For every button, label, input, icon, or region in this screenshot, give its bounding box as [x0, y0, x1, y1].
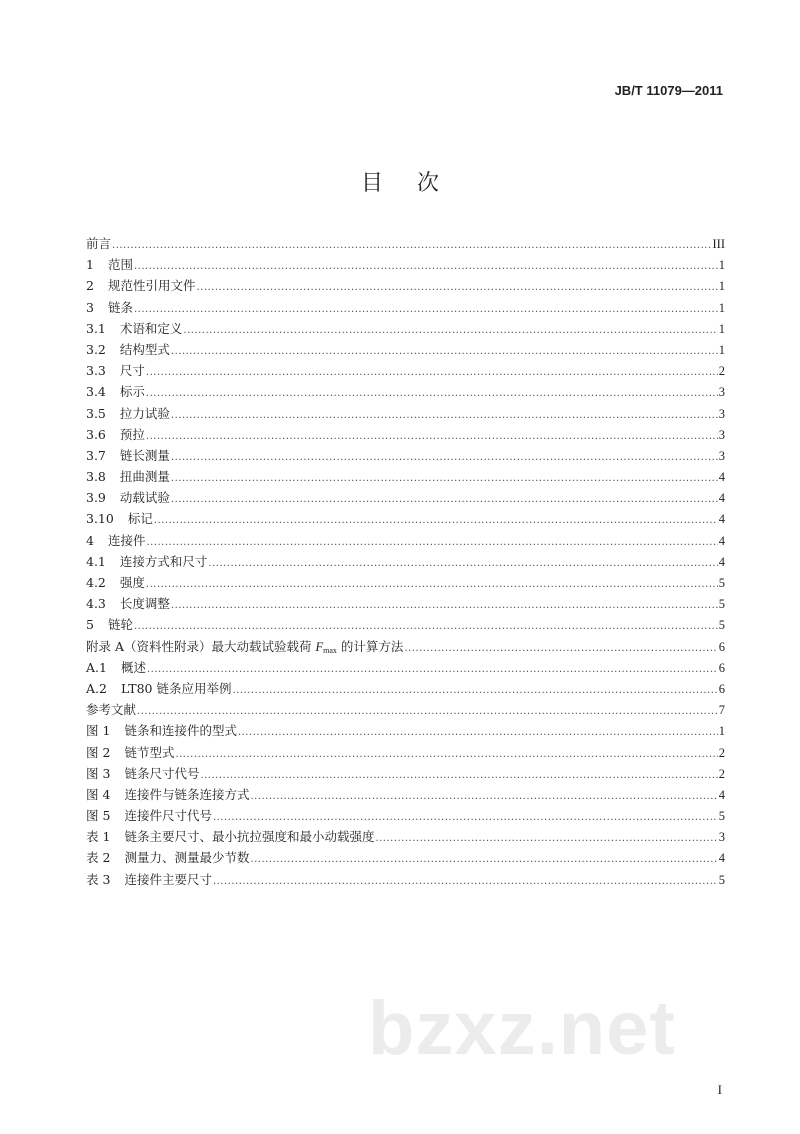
toc-entry-number: 3.8 — [86, 469, 106, 485]
toc-entry[interactable] — [86, 826, 725, 847]
toc-entry[interactable] — [86, 318, 725, 339]
toc-entry-page: 3 — [718, 830, 725, 845]
toc-entry-label — [86, 508, 153, 529]
toc-entry-text: 结构型式 — [119, 341, 170, 357]
toc-entry-number: 3.3 — [86, 363, 106, 379]
toc-entry-text: 链条尺寸代号 — [124, 765, 200, 781]
toc-entry[interactable] — [86, 678, 725, 699]
toc-entry-label — [86, 360, 145, 381]
toc-entry-number: 图 3 — [86, 765, 111, 781]
toc-entry[interactable] — [86, 699, 725, 720]
toc-entry-text: 术语和定义 — [119, 320, 183, 336]
toc-entry-number: 图 1 — [86, 723, 111, 739]
toc-entry-page: 4 — [718, 512, 725, 527]
leader-dots — [196, 277, 717, 298]
toc-entry-text: 连接件 — [107, 532, 146, 548]
toc-entry-number: 3.7 — [86, 447, 106, 463]
toc-entry-number: 图 4 — [86, 786, 111, 802]
leader-dots — [146, 383, 718, 404]
toc-entry-number: 表 3 — [86, 871, 111, 887]
toc-entry-text: 概述 — [120, 659, 146, 675]
toc-entry-page: 4 — [718, 491, 725, 506]
toc-entry-annex-a[interactable] — [86, 636, 725, 657]
toc-entry-text: 规范性引用文件 — [107, 278, 196, 294]
leader-dots — [134, 616, 718, 637]
toc-entry[interactable] — [86, 297, 725, 318]
leader-dots — [208, 553, 717, 574]
toc-entry-label — [86, 699, 136, 720]
toc-entry[interactable] — [86, 869, 725, 890]
leader-dots — [146, 532, 717, 553]
table-of-contents — [86, 233, 725, 890]
leader-dots — [238, 722, 718, 743]
leader-dots — [147, 659, 718, 680]
standard-number: JB/T 11079—2011 — [614, 83, 723, 98]
toc-entry-page: 4 — [718, 787, 725, 802]
toc-entry[interactable] — [86, 530, 725, 551]
toc-entry-number: 3.6 — [86, 426, 106, 442]
symbol-subscript: max — [323, 645, 337, 655]
toc-entry[interactable] — [86, 657, 725, 678]
leader-dots — [171, 489, 718, 510]
toc-entry-page: 3 — [718, 406, 725, 421]
leader-dots — [146, 426, 718, 447]
toc-entry[interactable] — [86, 424, 725, 445]
toc-entry-page: 2 — [718, 364, 725, 379]
leader-dots — [154, 510, 718, 531]
page-title: 目次 — [360, 171, 473, 196]
toc-entry[interactable] — [86, 805, 725, 826]
toc-entry-number: 3.9 — [86, 490, 106, 506]
toc-entry-number: 3 — [86, 299, 94, 315]
leader-dots — [171, 341, 718, 362]
toc-entry-label — [86, 805, 212, 826]
annex-suffix: 的计算方法 — [336, 638, 404, 654]
toc-entry-label — [86, 657, 146, 678]
toc-entry-text: 链节型式 — [124, 744, 175, 760]
toc-entry-page: 1 — [718, 279, 725, 294]
toc-entry-number: 5 — [86, 617, 94, 633]
toc-entry-page: 5 — [718, 576, 725, 590]
leader-dots — [183, 320, 717, 341]
toc-entry-label — [86, 275, 195, 296]
toc-entry-page: 6 — [718, 681, 725, 696]
toc-entry-number: 图 5 — [86, 808, 111, 824]
toc-entry-text: 标记 — [127, 511, 153, 527]
toc-entry-label — [86, 318, 182, 339]
leader-dots — [134, 256, 718, 277]
toc-entry-page: 1 — [718, 300, 725, 315]
toc-entry-label — [86, 847, 249, 868]
toc-entry-number: 表 1 — [86, 829, 111, 845]
toc-entry-page: 4 — [718, 470, 725, 485]
leader-dots — [404, 638, 717, 659]
toc-entry[interactable] — [86, 233, 725, 254]
toc-entry-page: 5 — [718, 809, 725, 824]
leader-dots — [200, 765, 717, 786]
toc-entry-label — [86, 826, 374, 847]
toc-entry-label — [86, 339, 170, 360]
toc-entry-label — [86, 572, 145, 593]
toc-entry-text: 链长测量 — [119, 447, 170, 463]
toc-entry-label — [86, 614, 133, 635]
toc-entry[interactable] — [86, 742, 725, 763]
toc-entry-page: 3 — [718, 448, 725, 463]
toc-entry-page: 1 — [718, 342, 725, 357]
leader-dots — [137, 701, 718, 722]
toc-entry[interactable] — [86, 339, 725, 360]
toc-entry[interactable] — [86, 403, 725, 424]
toc-entry-page: 6 — [718, 639, 725, 654]
toc-entry-text: 连接件主要尺寸 — [124, 871, 212, 887]
toc-entry-text: 链条主要尺寸、最小抗拉强度和最小动载强度 — [124, 829, 375, 845]
toc-entry[interactable] — [86, 614, 725, 635]
toc-entry-text: 链轮 — [107, 617, 133, 633]
toc-entry-number: 表 2 — [86, 850, 111, 866]
toc-entry-number: 1 — [86, 257, 94, 273]
toc-entry-text: 预拉 — [119, 426, 145, 442]
leader-dots — [112, 235, 711, 256]
leader-dots — [171, 405, 718, 426]
toc-entry[interactable] — [86, 466, 725, 487]
toc-entry-label — [86, 551, 207, 572]
toc-entry-text: 范围 — [107, 257, 133, 273]
toc-entry[interactable] — [86, 847, 725, 868]
toc-entry-text: 拉力试验 — [119, 405, 170, 421]
toc-entry[interactable] — [86, 254, 725, 275]
toc-entry-text: 连接件与链条连接方式 — [124, 786, 250, 802]
toc-entry-page: 1 — [718, 258, 725, 273]
toc-entry-label — [86, 784, 249, 805]
toc-entry-page: 2 — [718, 745, 725, 760]
toc-entry-page: 3 — [718, 385, 725, 400]
leader-dots — [146, 362, 718, 383]
leader-dots — [146, 574, 718, 595]
toc-entry-text: 链条 — [107, 299, 133, 315]
toc-entry-page: 2 — [718, 766, 725, 781]
toc-entry-label — [86, 403, 170, 424]
toc-entry-number: 图 2 — [86, 744, 111, 760]
leader-dots — [250, 849, 717, 870]
toc-entry-label — [86, 869, 212, 890]
page-number: I — [717, 1082, 722, 1097]
toc-entry-text: 强度 — [119, 575, 145, 590]
toc-entry-text: 参考文献 — [86, 702, 137, 718]
toc-entry-label — [86, 254, 133, 275]
toc-entry-page: 5 — [718, 618, 725, 633]
toc-entry[interactable] — [86, 487, 725, 508]
toc-entry[interactable] — [86, 572, 725, 593]
toc-entry-label — [86, 763, 199, 784]
toc-entry-label — [86, 297, 133, 318]
toc-entry-number: 4 — [86, 532, 94, 548]
toc-entry-label — [86, 530, 145, 551]
toc-entry-number: 3.5 — [86, 405, 106, 421]
toc-entry-text: 动载试验 — [119, 490, 170, 506]
toc-entry-number: 3.10 — [86, 511, 114, 527]
toc-entry-page: 4 — [718, 554, 725, 569]
leader-dots — [171, 595, 718, 616]
toc-entry-page: 4 — [718, 851, 725, 866]
toc-entry-label — [86, 678, 231, 699]
toc-entry-page: 4 — [718, 533, 725, 548]
toc-entry-text: 扭曲测量 — [119, 469, 170, 485]
toc-entry-page: 5 — [718, 872, 725, 887]
toc-entry-number: A.1 — [86, 659, 107, 675]
toc-entry-label — [86, 742, 174, 763]
toc-entry[interactable] — [86, 360, 725, 381]
leader-dots — [134, 299, 718, 320]
toc-entry-text: LT80 链条应用举例 — [120, 680, 232, 696]
toc-entry-page: 1 — [718, 321, 725, 336]
toc-entry-text: 长度调整 — [119, 596, 170, 612]
toc-entry[interactable] — [86, 784, 725, 805]
toc-entry-label — [86, 445, 170, 466]
symbol-f: F — [315, 639, 324, 654]
toc-entry[interactable] — [86, 720, 725, 741]
leader-dots — [375, 828, 717, 849]
toc-entry-label — [86, 593, 170, 614]
toc-entry-label — [86, 720, 237, 741]
toc-entry-page: 1 — [718, 724, 725, 739]
leader-dots — [175, 744, 717, 765]
leader-dots — [171, 468, 718, 489]
toc-entry-text: 前言 — [86, 236, 112, 251]
leader-dots — [232, 680, 717, 701]
toc-entry[interactable] — [86, 508, 725, 529]
toc-entry-page: 7 — [718, 703, 725, 718]
toc-entry-page: 6 — [718, 660, 725, 675]
toc-entry[interactable] — [86, 593, 725, 614]
toc-entry[interactable] — [86, 763, 725, 784]
toc-entry-label — [86, 424, 145, 445]
toc-entry-number: 4.1 — [86, 553, 106, 569]
toc-entry[interactable] — [86, 381, 725, 402]
toc-entry-label — [86, 381, 145, 402]
toc-entry-text: 链条和连接件的型式 — [124, 723, 237, 739]
watermark: bzxz.net — [368, 986, 676, 1071]
leader-dots — [213, 807, 718, 828]
toc-entry[interactable] — [86, 445, 725, 466]
toc-entry-page: III — [712, 237, 725, 251]
toc-entry[interactable] — [86, 551, 725, 572]
toc-entry-page: 5 — [718, 597, 725, 612]
toc-entry-number: 3.2 — [86, 341, 106, 357]
toc-entry-text: 标示 — [119, 384, 145, 400]
toc-entry-number: 2 — [86, 278, 94, 294]
toc-entry-page: 3 — [718, 427, 725, 442]
toc-entry-number: 4.3 — [86, 596, 106, 612]
leader-dots — [213, 871, 718, 892]
leader-dots — [250, 786, 717, 807]
toc-entry-text: 测量力、测量最少节数 — [124, 850, 250, 866]
toc-entry[interactable] — [86, 275, 725, 296]
annex-prefix: 附录 A（资料性附录）最大动载试验载荷 — [86, 638, 316, 654]
toc-entry-label — [86, 233, 111, 254]
leader-dots — [171, 447, 718, 468]
toc-entry-text: 尺寸 — [119, 363, 145, 379]
toc-entry-text: 连接件尺寸代号 — [124, 808, 212, 824]
toc-entry-number: 3.4 — [86, 384, 106, 400]
toc-entry-text: 连接方式和尺寸 — [119, 553, 208, 569]
toc-entry-label — [86, 466, 170, 487]
toc-entry-number: A.2 — [86, 680, 107, 696]
toc-entry-label — [86, 487, 170, 508]
toc-entry-number: 3.1 — [86, 320, 106, 336]
toc-entry-number: 4.2 — [86, 575, 106, 590]
